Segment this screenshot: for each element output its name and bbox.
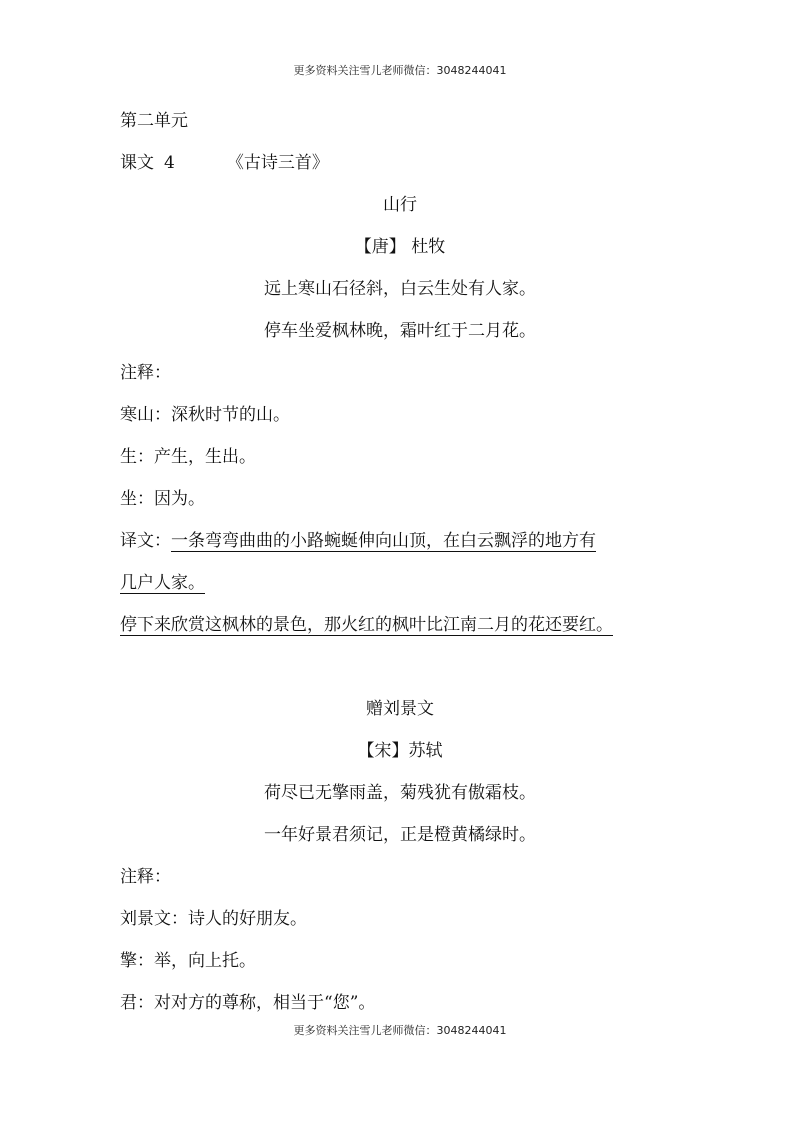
poem1-author: 【唐】 杜牧 [354, 237, 446, 257]
translation-text: 几户人家。 [120, 573, 205, 593]
translation-text: 一条弯弯曲曲的小路蜿蜒伸向山顶，在白云飘浮的地方有 [171, 531, 596, 551]
poem1-note: 生：产生，生出。 [120, 447, 256, 467]
unit-heading: 第二单元 [120, 111, 188, 131]
lesson-label: 课文 [120, 153, 154, 173]
poem1-notes-label: 注释： [120, 363, 171, 383]
poem2-author: 【宋】苏轼 [357, 741, 443, 761]
poem1-line: 远上寒山石径斜，白云生处有人家。 [264, 279, 536, 299]
poem2-title: 赠刘景文 [366, 699, 434, 719]
lesson-title: 《古诗三首》 [226, 153, 329, 173]
poem2-note: 刘景文：诗人的好朋友。 [120, 909, 307, 929]
poem1-note: 坐：因为。 [120, 489, 205, 509]
poem1-title: 山行 [383, 195, 417, 215]
page-footer: 更多资料关注雪儿老师微信：3048244041 [293, 1024, 507, 1037]
poem2-line: 荷尽已无擎雨盖，菊残犹有傲霜枝。 [264, 783, 536, 803]
poem1-translation-line [120, 530, 596, 552]
translation-label: 译文： [120, 531, 171, 551]
poem2-line: 一年好景君须记，正是橙黄橘绿时。 [264, 825, 536, 845]
poem1-note: 寒山：深秋时节的山。 [120, 405, 290, 425]
poem1-line: 停车坐爱枫林晚，霜叶红于二月花。 [264, 321, 536, 341]
poem2-note: 擎：举，向上托。 [120, 951, 256, 971]
translation-text: 停下来欣赏这枫林的景色，那火红的枫叶比江南二月的花还要红。 [120, 615, 613, 635]
poem2-notes-label: 注释： [120, 867, 171, 887]
poem1-translation-line [120, 614, 613, 636]
page-header: 更多资料关注雪儿老师微信：3048244041 [293, 64, 507, 77]
lesson-heading [120, 152, 329, 174]
lesson-number: 4 [164, 153, 175, 173]
poem2-note: 君：对对方的尊称，相当于“您”。 [120, 993, 376, 1013]
poem1-translation-line [120, 572, 205, 594]
